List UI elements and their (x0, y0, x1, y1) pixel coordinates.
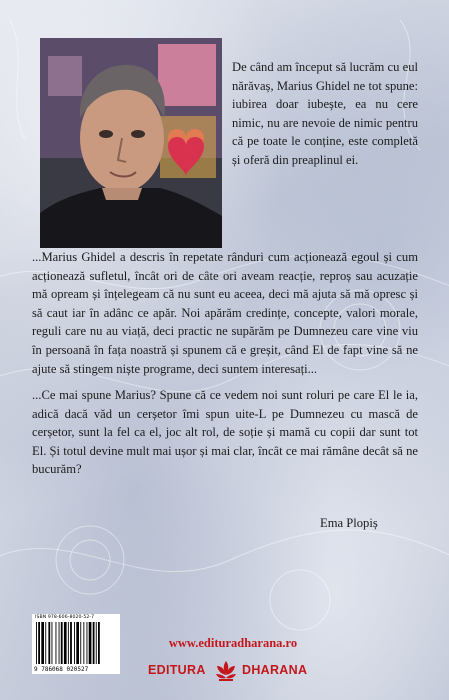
lotus-icon (214, 660, 238, 682)
isbn-barcode (32, 614, 120, 674)
publisher-name-right: DHARANA (242, 663, 308, 677)
intro-paragraph: De când am început să lucrăm cu eul nărăvaș, Marius Ghidel ne tot spune: iubirea doar iubește, ea nu cere nimic, nu are nevoie de nimic pentru că pe toate le conține, este completă și oferă din preaplinul ei. (232, 60, 418, 167)
isbn-label: ISBN 978-606-8020-52-7 (35, 615, 95, 620)
publisher-name-left: EDITURA (148, 663, 206, 677)
barcode-bars (36, 622, 116, 664)
isbn-digits: 9 786068 020527 (34, 666, 89, 673)
author-signature: Ema Plopiș (320, 516, 378, 530)
author-photo (40, 38, 222, 248)
body-paragraph-2: ...Ce mai spune Marius? Spune că ce vedem noi sunt roluri pe care El le ia, adică dacă văd un cerșetor îmi spun uite-L pe Dumnezeu cu mască de cerșetor, sunt la fel ca el, joc alt rol, de soție și mamă cu copii dar sunt tot El. Și totul devine mult mai ușor și mai clar, încât ce mai rămâne decât să ne bucurăm? (32, 388, 418, 477)
publisher-logo (146, 660, 326, 682)
body-paragraph: ...Marius Ghidel a descris în repetate rânduri cum acționează egoul și cum acționează sufletul, încât ori de câte ori aveam reacție, reproș sau acuzație mă opream și înțelegeam că nu sunt eu aceea, deci mă ajuta să mă opresc și să caut iar în adânc ce apăr. Noi apărăm credințe, concepte, valori morale, reguli care nu au viață, deci practic ne supărăm pe Dumnezeu care vine viu în persoană în fața noastră și spunem că e greșit, când El de fapt vine să ne ajute să stingem niște programe, deci suntem interesați... (32, 250, 418, 376)
publisher-website[interactable]: www.edituradharana.ro (168, 636, 298, 650)
